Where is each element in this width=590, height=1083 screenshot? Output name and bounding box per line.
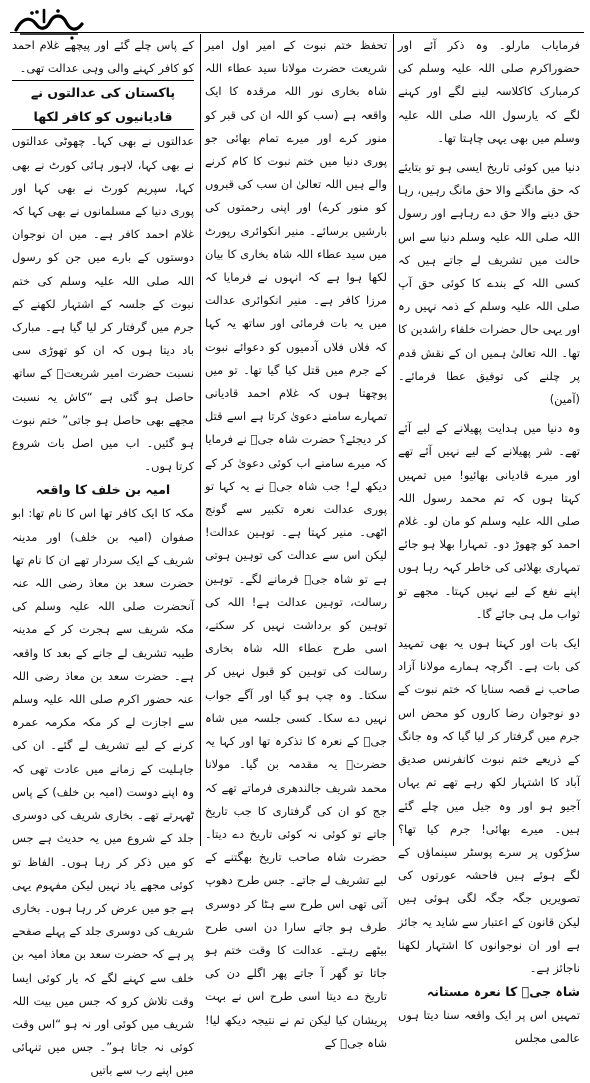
section-heading: پاکستان کی عدالتوں نے قادیانیوں کو کافر لکھا [12, 80, 194, 130]
paragraph: تحفظ ختم نبوت کے امیر اول امیر شریعت حضرت مولانا سید عطاء اللہ شاہ بخاری نور اللہ مرقدہ کا ایک واقعہ ہے (سب کو اللہ ان کی قبر کو منور کرے اور میرے تمام بھائی جو پوری دنیا میں ختم نبوت کا کام کرنے والے ہیں اللہ تعالیٰ ان سب کی قبروں کو منور کرے) اور اپنی رحمتوں کی بارشیں برسائے۔ منیر انکوائری رپورٹ میں سید عطاء اللہ شاہ بخاری کا بیان لکھا ہوا ہے کہ انہوں نے فرمایا کہ مرزا کافر ہے۔ منیر انکوائری عدالت میں یہ بات فرمائی اور ساتھ یہ کہا کہ فلاں فلاں آدمیوں کو دعوائے نبوت کے جرم میں قتل کیا گیا تھا۔ تو میں پوچھتا ہوں کہ غلام احمد قادیانی تمہارے سامنے دعویٰ کرتا ہے اسے قتل کر دیجئے؟ حضرت شاہ جیؒ نے فرمایا کہ میرے سامنے اب کوئی دعویٰ کر کے دیکھ لے! جب شاہ جیؒ نے یہ کہا تو پوری عدالت نعرہ تکبیر سے گونج اٹھی۔ منیر کہتا ہے۔ توہین عدالت! لیکن اس سے عدالت کی توہین ہوتی ہے تو شاہ جیؒ فرمانے لگے۔ توہین رسالت، توہین عدالت ہے! اللہ کی توہین کو برداشت نہیں کر سکتے، اسی طرح عطاء اللہ شاہ بخاری رسالت کی توہین کو قبول نہیں کر سکتا۔ وہ چپ ہو گیا اور آگے جواب نہیں دے سکا۔ کسی جلسہ میں شاہ جیؒ کے نعرہ کا تذکرہ تھا اور کہا یہ حضرتؒ یہ مقدمہ بن گیا۔ مولانا محمد شریف جالندھری فرماتے تھے کہ جج کو ان کی گرفتاری کا جب تاریخ جاتے تو کوئی نہ کوئی تاریخ دے دیتا۔ حضرت شاہ صاحب تاریخ بھگتنے کے لیے تشریف لے جاتے۔ جس طرح دھوپ آتی تھی اس طرح سے ہٹا کر دوسری طرف ہو جاتے سارا دن اسی طرح بیٹھے رہتے۔ عدالت کا وقت ختم ہو جاتا تو گھر آ جاتے پھر اگلے دن کی تاریخ دے دیتا اسی طرح اس نے بہت پریشان کیا لیکن تم نے نتیجہ دیکھ لیا! شاہ جیؒ کے [205, 38, 387, 1050]
column-divider-left [200, 34, 201, 846]
paragraph: فرمایاب مارلو۔ وہ ذکر آئے اور حضوراکرم صلی اللہ علیہ وسلم کی کرمبارک کاکلاسہ لینے لگے اور کہنے لگے کہ یارسول اللہ صلی اللہ علیہ وسلم میں بھی یہی چاہتا تھا۔ [398, 38, 580, 145]
column-left [11, 34, 194, 1078]
section-heading: شاہ جیؒ کا نعرہ مستانہ [426, 984, 580, 1000]
column-middle [205, 34, 387, 1050]
header-rule [10, 32, 584, 33]
paragraph: مکہ کا ایک کافر تھا اس کا نام تھا: ابو صفوان (امیہ بن خلف) اور مدینہ شریف کے ایک سردار تھے ان کا نام تھا حضرت سعد بن معاذ رضی اللہ عنہ آنحضرت صلی اللہ علیہ وسلم کی مکہ شریف سے ہجرت کر کے مدینہ طیبہ تشریف لے جانے کے بعد کا واقعہ ہے۔ حضرت سعد بن معاذ رضی اللہ عنہ حضور اکرم صلی اللہ علیہ وسلم سے اجازت لے کر مکہ مکرمہ عمرہ کرنے کے لیے تشریف لے گئے۔ ان کی جاہلیت کے زمانے میں عادت تھی کہ وہ اپنے دوست (امیہ بن خلف) کے پاس ٹھہرتے تھے۔ بخاری شریف کی دوسری جلد کے شروع میں یہ حدیث ہے جس کو میں ذکر کر رہا ہوں۔ الفاظ تو کوئی مجھے یاد نہیں لیکن مفہوم یہی ہے جو میں عرض کر رہا ہوں۔ بخاری شریف کی دوسری جلد کے پہلے صفحے پر ہے کہ حضرت سعد بن معاذ امیہ بن خلف سے کہنے لگے کہ یار کوئی ایسا وقت تلاش کرو کہ جس میں بیت اللہ شریف میں کوئی اور نہ ہو “اس وقت کوئی نہ جاتا ہو”۔ جس میں تنہائی میں اپنے رب سے باتیں [11, 506, 194, 1078]
paragraph: وہ دنیا میں ہدایت پھیلانے کے لیے آئے تھے۔ شر پھیلانے کے لیے نہیں آئے تھے اور میرے قادیانی بھائیو! میں تمہیں کہتا ہوں کہ تم محمد رسول اللہ صلی اللہ علیہ وسلم کو مان لو۔ غلام احمد کو چھوڑ دو۔ تمہارا بھلا ہو جائے تمہاری بھلائی کی خاطر کہہ رہا ہوں اپنے نفع کے لیے نہیں کہتا۔ مجھے تو ثواب مل ہی جائے گا۔ [398, 421, 580, 621]
column-right [398, 34, 580, 1046]
paragraph: کے پاس چلے گئے اور پیچھے غلام احمد کو کافر کہنے والی وہی عدالت تھی۔ [12, 38, 194, 76]
paragraph: دنیا میں کوئی تاریخ ایسی ہو تو بتایئے کہ حق مانگنے والا حق مانگ رہیں، رہا حق دینے والا حق دے رہاہے اور رسول اللہ صلی اللہ علیہ وسلم دنیا سے اس حالت میں تشریف لے جاتے ہیں کہ کسی اللہ کے بندے کا کوئی حق آپ صلی اللہ علیہ وسلم کے ذمہ نہیں رہ اور یہی حال حضرات خلفاء راشدین کا تھا۔ اللہ تعالیٰ ہمیں ان کے نقش قدم پر چلنے کی توفیق عطا فرمائے۔ (آمین) [398, 160, 580, 407]
column-divider-right [393, 34, 394, 846]
section-heading: امیہ بن خلف کا واقعہ [35, 482, 171, 498]
paragraph: ایک بات اور کہتا ہوں یہ بھی تمہید کی بات ہے۔ اگرچہ ہمارے مولانا آزاد صاحب نے قصہ سنایا کہ ختم نبوت کے دو نوجوان رضا کاروں کو محض اس جرم میں گرفتار کر لیا گیا کہ وہ جانگ کے ذریعے ختم نبوت کانفرنس صدیق آباد کا اشتہار لکھ رہے تھے تم یہاں آجیو ہو اور وہ جیل میں چلے گئے ہیں۔ میرے بھائی! جرم کیا تھا؟ سڑکوں پر سرے پوسٹر سینماؤں کے لگے ہوئے ہیں فاحشہ عورتوں کی تصویریں جگہ جگہ لگی ہوئی ہیں لیکن قانون کے اعتبار سے شاید یہ جائز ہے اور ان نوجوانوں کا اشتہار لکھنا ناجائز ہے۔ [398, 636, 580, 975]
paragraph: تمہیں اس پر ایک واقعہ سنا دیتا ہوں عالمی مجلس [398, 1008, 580, 1046]
paragraph: عدالتوں نے بھی کہا۔ چھوٹی عدالتوں نے بھی کہا، لاہور ہائی کورٹ نے بھی کہا، سپریم کورٹ نے بھی کہا اور پوری دنیا کے مسلمانوں نے بھی کہا کہ غلام احمد کافر ہے۔ میں ان نوجوان دوستوں کے بارے میں جن کو رسول اللہ صلی اللہ علیہ وسلم کی ختم نبوت کے جلسہ کے اشتہار لکھنے کے جرم میں گرفتار کر لیا گیا ہے۔ مبارک باد دیتا ہوں کہ ان کو تھوڑی سی نسبت حضرت امیر شریعتؒ کے ساتھ حاصل ہو گئی ہے “کاش یہ نسبت مجھے بھی حاصل ہو جاتی” ختم نبوت ہو گئیں۔ اب میں اصل بات شروع کرتا ہوں۔ [12, 134, 194, 474]
